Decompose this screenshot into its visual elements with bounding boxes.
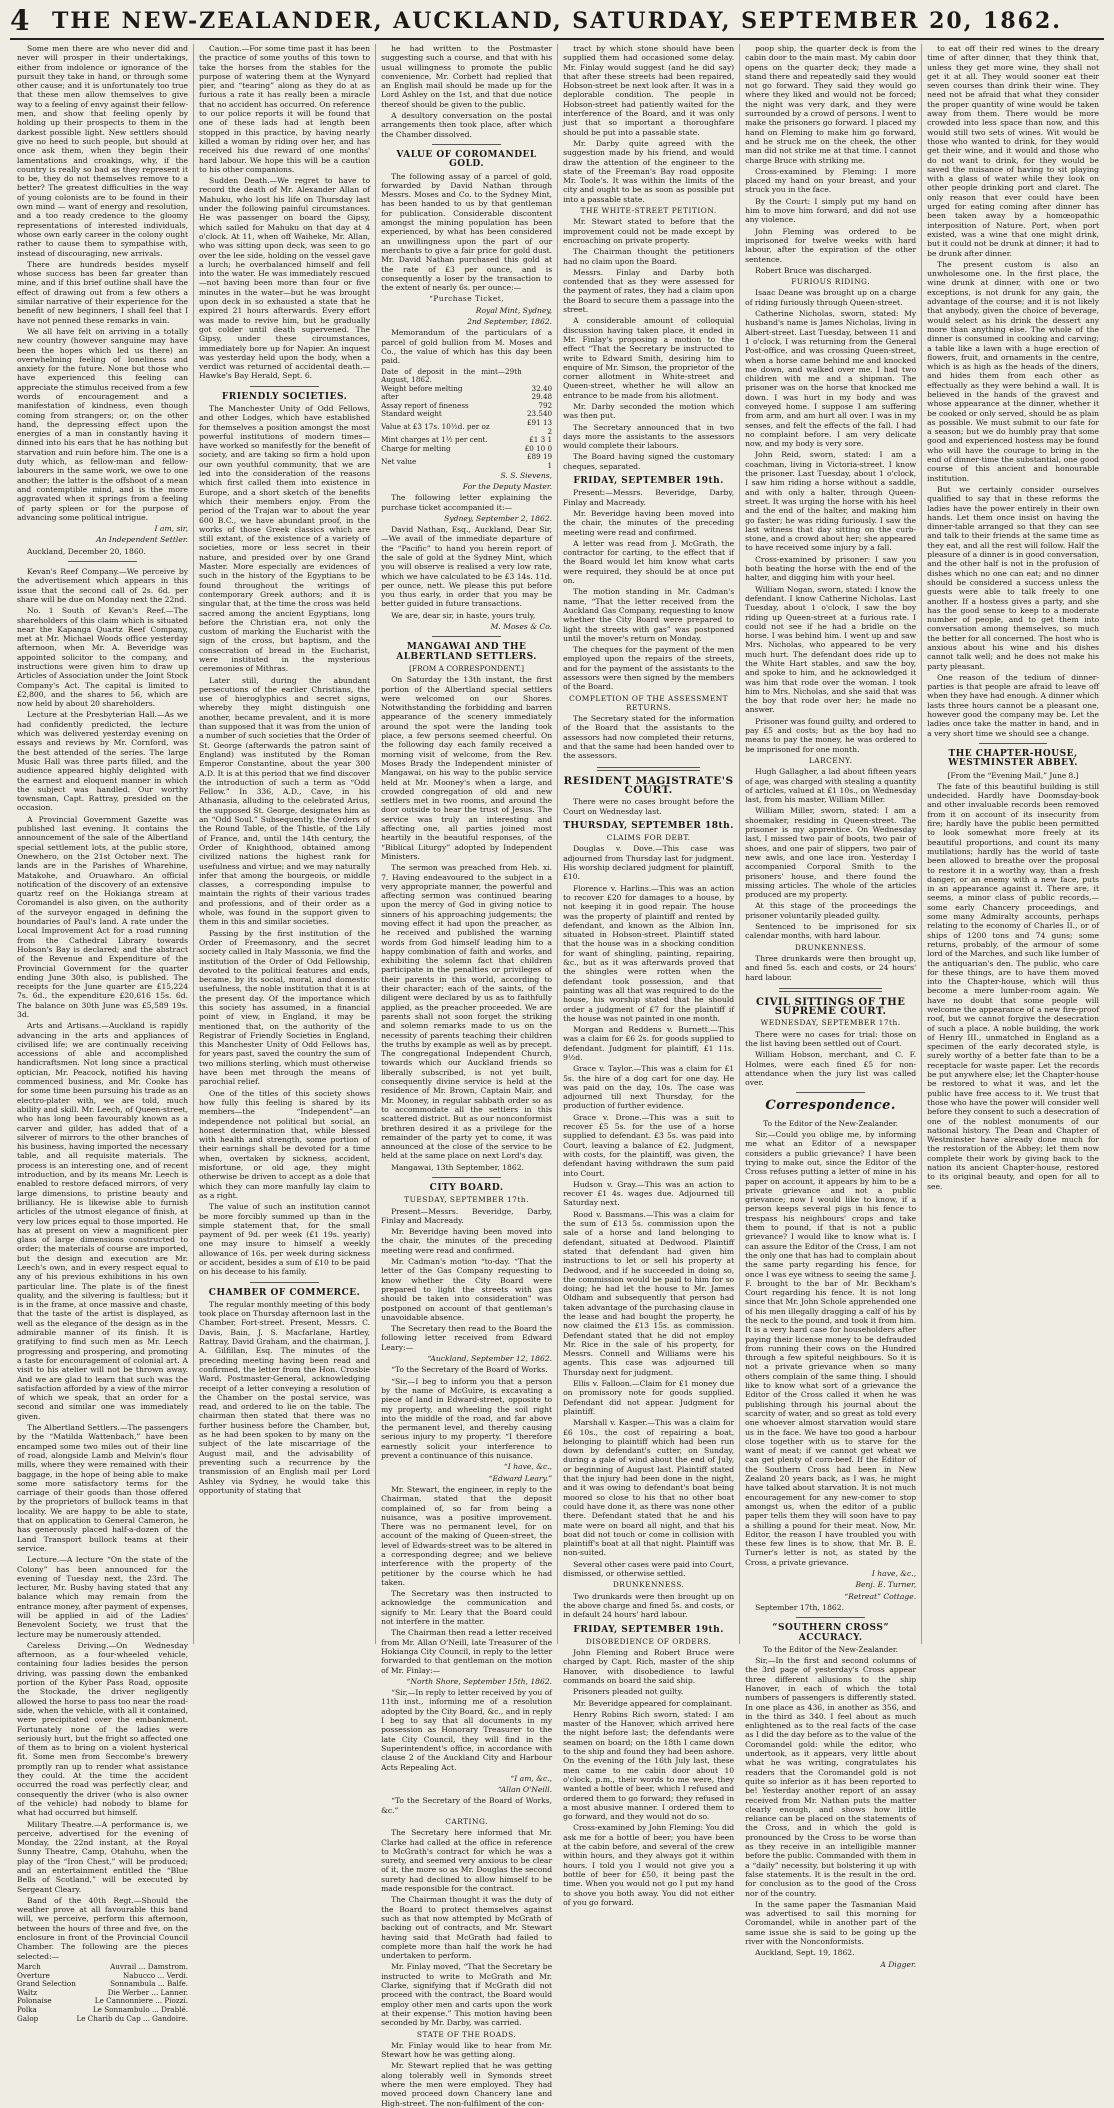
letter-addressee: To the Editor of the New-Zealander.: [763, 1118, 898, 1128]
article-paragraph: Marshall v. Kasper.—This was a claim for £6 10s., the cost of repairing a boat, belonging to plaintiff which had been run down by defendant's cutter, on Sunday, during a gale of wind about the end of July, or beginning of August last. Plaintiff stated that the injury had been done in the night, and it was owing to defendant's boat being moored so close to his that no other boat could have done it, as there was none other there. Defendant stated that he and his mate were on board all night, and that his boat did not touch or come in collision with plaintiff's boat at all that night. Plaintiff was non-suited.: [563, 1418, 735, 1558]
article-paragraph: Mr. Cadman's motion “to-day. “That the letter of the Gas Company requesting to know whether the City Board were prepared to light the streets with gas should be taken into consideration” was postponed on account of that gentleman's unavoidable absence.: [381, 1257, 553, 1322]
article-paragraph: Mr. Beveridge appeared for complainant.: [573, 1698, 733, 1708]
article-paragraph: to eat off their red wines to the dreary time of after dinner, that they think that, unless they get more wine, they shall not get it at all. They would sooner eat their seven courses than drink their wine. They need not be afraid that what they consider the proper quantity of wine would be taken away from them. There would be more crowded into less space than now, and this would still two sets of wines. Wit would be those who wanted to drink, for they would get their wine, and it would and those who do not want to drink, for they would be saved the nuisance of having to sit playing with a glass of water while they look on other people drinking port and claret. The only reason that ever could have been urged for eating coming after dinner has been taken away by a homœopathic interposition of Nature. Port, when port existed, was a wine that one might drink, but it could not be drunk at dinner; it had to be drunk after dinner.: [927, 44, 1100, 258]
subsection-heading: DRUNKENNESS.: [612, 1580, 685, 1590]
article-paragraph: William Miller, sworn, stated: I am a shoemaker, residing in Queen-street. The prisoner is my apprentice. On Wednesday last, I missed two pair of boots, two pair of shoes, and one pair of slippers, two pair of new awls, and one lace iron. Yesterday I accompanied Corporal Smith to the prisoners' house, and there found the missing articles. The whole of the articles produced are my property.: [745, 806, 917, 900]
subsection-heading: THE WHITE-STREET PETITION.: [580, 206, 717, 216]
letter-date: Auckland, December 20, 1860.: [27, 546, 146, 556]
article-paragraph: The fate of this beautiful building is still undecided. Hardly have Doomsday-book and other invaluable records been removed from it on account of its insecurity from fire; hardly have the public been permitted to look somewhat more freely at its beautiful proportions, and count its many mutilations; hardly has the world of taste been allowed to breathe over the proposal to restore it in a worthy way, than a fresh danger, or an enemy with a new face, puts in an appearance against it. There are, it seems, a minor class of public records,—some early Chancery proceedings, and some many Admiralty accounts, perhaps relating to the economy of Charles II., or of ships of 1200 tons and 74 guns; some returns, probably, of the armour of some lord of the Marches, and such like lumber of the antiquarian's den. The public, who care for these things, are to have them moved into the Chapter-house, which will thus become a mere lumber-room again. We have no doubt that some people will welcome the appearance of a new fire-proof roof, but we cannot forgive the desecration of such a place. A noble building, the work of Henry III., unmatched in England as a specimen of the early decorated style, is surely worthy of a better fate than to be a receptacle for waste paper. Let the records be put anywhere else; let the Chapter-house be restored to what it was, and let the public have free access to it. We trust that those who have the power will consider well before they consent to such a desecration of one of the noblest monuments of our national history. The Dean and Chapter of Westminster have already done much for the restoration of the Abbey; let them now complete their work by giving back to the nation its ancient Chapter-house, restored to its original beauty, and open for all to see.: [927, 781, 1100, 1191]
letter-date: Sydney, September 2, 1862.: [444, 513, 553, 523]
article-paragraph: Mr. Beveridge having been moved into the chair, the minutes of the preceding meeting were read and confirmed.: [563, 508, 735, 537]
section-heading: RESIDENT MAGISTRATE'S COURT.: [563, 774, 734, 796]
article-paragraph: Sir,—In the first and second columns of the 3rd page of yesterday's Cross appear three different allusions to the ship Hanover, in each of which the total numbers of passengers is differently stated. In one place as 436, in another as 356, and in the third as 340. I feel about as much enlightened as to the real facts of the case as I did the day before as to the value of the Coromandel gold: while the editor, who undertook, as it appears, very little about what he was writing, congratulates his readers that the Coromandel gold is not quite so inferior as it has been reported to be! Yesterday another report of an assay received from Mr. Nathan puts the matter clearly enough, and shows how little reliance can be placed on the statements of the Cross, and in which the gold is pronounced by the Cross to be worse than as they receive in an intelligible manner before the public. Commanded with them in a “daily” necessity, but bolstering it up with false statements. It is the result in the ord. for conclusion as to the good of the Cross nor of the country.: [745, 1656, 917, 1898]
article-paragraph: There are hundreds besides myself whose success has been far greater than mine, and if this brief outline shall have the effect of drawing out from a few others a similar narrative of their experience for the benefit of new beginners, I shall feel that I have not penned these remarks in vain.: [17, 259, 189, 325]
article-paragraph: Messrs. Finlay and Darby both contended that as they were assessed for the payment of rates, they had a claim upon the Board to secure them a passage into the street.: [563, 267, 735, 315]
article-paragraph: Cross-examined by John Fleming: You did ask me for a bottle of beer; you have been at the cabin before, and several of the crew within hours, and they always got it within hours. I told you I would not give you a bottle of beer for £50, it being past the time. When you would not go I put my hand to shove you both away. You did not either of you go forward.: [563, 1823, 735, 1907]
article-paragraph: Three drunkards were then brought up, and fined 5s. each and costs, or 24 hours' hard labour.: [745, 953, 917, 982]
article-paragraph: Passing by the first institution of the Order of Freemasonry, and the secret society called in Italy Massonia, we find the institution of the Order of Odd Fellowship, devoted to the political features and ends, became, by its social, moral, and domestic usefulness, the noble institution that it is at the present day. Of the importance which this society has assumed, in a financial point of view, in England, it may be mentioned that, on the authority of the Registrar of Friendly Societies in England, this Manchester Unity of Odd Fellows has, for years past, saved the country the sum of two millions sterling, which must otherwise have been met through the means of parochial relief.: [199, 928, 371, 1087]
article-paragraph: Mr. Finlay moved, “That the Secretary be instructed to write to McGrath and Mr. Clarke, signifying that if McGrath did not proceed with the contract, the Board would employ other men and carts upon the work at their expense.” This motion having been seconded by Mr. Darby, was carried.: [381, 1962, 553, 2028]
article-paragraph: At this stage of the proceedings the prisoner voluntarily pleaded guilty.: [745, 901, 917, 920]
table-row: [17, 2015, 188, 2024]
article-paragraph: Mr. Beveridge having been moved into the chair, the minutes of the preceding meeting were read and confirmed.: [381, 1227, 553, 1255]
table-cell: after: [381, 392, 399, 402]
column-1: [12, 44, 194, 2023]
table-cell: Standard weight: [381, 409, 442, 419]
article-paragraph: On Saturday the 13th instant, the first portion of the Albertland special settlers were welcomed on our Shores. Notwithstanding the forbidding and barren appearance of the scenery immediately around the spot were the landing took place, a few persons seemed cheerful. On the following day each family received a morning visit of welcome, from the Rev. Moses Brady the Independent minister of Mangawai, on his way to the public service held at Mr. Mooney's when a large, and crowded congregation of old and new settlers met in two rooms, and around the door outside to hear the trust of Jesus. The service was truly an interesting and affecting one, all parties joined most heartily in the beautiful responses, of the “Biblical Liturgy” adopted by Independent Ministers.: [381, 675, 553, 861]
article-paragraph: The Secretary then read to the Board the following letter received from Edward Leary:—: [381, 1324, 553, 1352]
divider: [250, 1282, 318, 1283]
article-paragraph: William Hobson, merchant, and C. F. Holmes, were each fined £5 for non-attendance when the jury list was called over.: [745, 1050, 917, 1088]
article-paragraph: Robert Bruce was discharged.: [755, 265, 872, 275]
table-cell: [522, 368, 552, 385]
letter-date: September 17th, 1862.: [755, 1602, 844, 1612]
article-paragraph: Florence v. Harlins.—This was an action to recover £20 for damages to a house, by not keeping it in good repair. The house was the property of plaintiff and rented by defendant, and known as the Albion Inn, situated in Hobson-street. Plaintiff stated that the house was in a shocking condition for want of shingling, painting, repairing, &c., but as it was afterwards proved that the shingles were rotten when the defendant took possession, and that painting was all that was required to do the house, his worship stated that he should order a judgment of £7 for the plaintiff if the house was not painted in one month.: [563, 883, 735, 1023]
article-paragraph: Catherine Nicholas, sworn, stated: My husband's name is James Nicholas, living in Albert-street. Last Tuesday, between 11 and 1 o'clock, I was returning from the General Post-office, and was crossing Queen-street, when a horse came behind me and knocked me down, and walked over me. I had two children with me and a shipman. The prisoner was on the horse that knocked me down. I was hurt in my body and was conveyed home. I suppose I am suffering from arm, and am hurt all over. I was in my senses, and felt the effects of the fall. I had no complaint before. I am very delicate now, and my body is very sore.: [745, 309, 917, 449]
subsection-heading: FURIOUS RIDING.: [791, 277, 871, 287]
article-paragraph: The regular monthly meeting of this body took place on Thursday afternoon last in the Chamber, Fort-street. Present, Messrs. C. Davis, Bain, J. S. Macfarlane, Hartley, Rattray, David Graham, and the chairman, J. A. Gilfillan, Esq. The minutes of the preceding meeting having been read and confirmed, the letter from the Hon. Crosbie Ward, Postmaster-General, acknowledging receipt of a letter conveying a resolution of the Chamber on the postal service, was read, and ordered to lie on the table. The chairman then stated that there was no further business before the Chamber, but, as he had been spoken to by many on the subject of the late miscarriage of the August mail, and the advisability of preventing such a recurrence by the transmission of an English mail per Lord Ashley via Sydney, he would take this opportunity of stating that: [199, 1299, 371, 1495]
letter-date: “North Shore, September 15th, 1862.: [406, 1676, 553, 1686]
band-programme-table: [17, 1963, 188, 2023]
table-cell: Nabucco ... Verdi.: [123, 1970, 189, 1980]
table-cell: Net value: [381, 456, 417, 466]
article-paragraph: Ellis v. Falloon.—Claim for £1 money due on promissory note for goods supplied. Defendant did not appear. Judgment for plaintiff.: [563, 1379, 735, 1416]
news-item: Sudden Death.—We regret to have to record the death of Mr. Alexander Allan of Mahuku, who lost his life on Thursday last under the following painful circumstances. He was passenger on board the Gipsy, which sailed for Mahuku on that day at 4 o'clock. At 11, when off Waiheke, Mr. Allan, who was sitting upon deck, was seen to go over the lee side, holding on the vessel gave a lurch; he overbalanced himself and fell into the water. He was immediately rescued—not having been more than four or five minutes in the water—but he was brought upon deck in so exhausted a state that he expired 21 hours afterwards. Every effort was made to revive him, but he gradually got colder until death supervened. The Gipsy, under these circumstances, immediately bore up for Napier. An inquest was yesterday held upon the body, when a verdict was returned of accidental death.—Hawke's Bay Herald, Sept. 6.: [199, 176, 371, 381]
article-paragraph: Isaac Deane was brought up on a charge of riding furiously through Queen-street.: [745, 288, 917, 307]
article-paragraph: The value of such an institution cannot be more forcibly summed up than in the simple statement that, for the small payment of 9d. per week (£1 19s. yearly) one may insure to himself a weekly allowance of 16s. per week during sickness or accident, besides a sum of £10 to be paid on his decease to his family.: [199, 1202, 371, 1277]
article-paragraph: poop ship, the quarter deck is from the cabin door to the main mast. My cabin door opens on the quarter deck; they made a stand there and repeatedly said they would not go forward. They said they would go where they liked and would not be forced; the night was very dark, and they were surrounded by a crowd of persons. I went to make the prisoners go forward. I placed my hand on Fleming to make him go forward, and he struck me on the cheek, the other man did not strike me at that time. I cannot charge Bruce with striking me.: [745, 44, 917, 165]
table-cell: Polka: [17, 2004, 37, 2014]
mint-signature: S. S. Sievens,: [500, 470, 553, 480]
article-paragraph: Mr. Stewart stated to before that the improvement could not be made except by encroaching on private property.: [563, 217, 735, 245]
news-item: A Provincial Government Gazette was published last evening. It contains the announcement of the sale of the Albertland special settlement lots, at the public store, Onewhero, on the 21st October next. The lands are in the Parishes of Wharehine, Matakohe, and Oruawharo. An official notification of the discovery of an extensive quartz reef on the Hokianga stream at Coromandel is also given, on the authority of the surveyor engaged in defining the boundaries of Paul's land. A rate under the Local Improvement Act for a road running from the Cathedral Library towards Hobson's Bay is declared; and the abstract of the Revenue and Expenditure of the Provincial Government for the quarter ending June 30th also, is published. The receipts for the June quarter are £15,224 7s. 6d., the expenditure £20,616 15s. 6d. The balance on 30th June was £5,589 19s. 3d.: [17, 814, 189, 1019]
news-item: Lecture at the Presbyterian Hall.—As we had confidently predicted, the lecture which was delivered yesterday evening on essays and reviews by Mr. Cornford, was the best attended of the series. The large Music Hall was three parts filled, and the audience appeared highly delighted with the earnest and eloquent manner in which the subject was handled. Our worthy townsman, Capt. Rattray, presided on the occasion.: [17, 710, 189, 813]
table-cell: £89 19 1: [526, 452, 553, 471]
table-cell: 23.540: [526, 409, 553, 419]
column-6: [922, 44, 1104, 1644]
letter-addressee: “To the Secretary of the Board of Works, &c.”: [381, 1796, 553, 1815]
letter-signature: “Allan O'Neill.: [497, 1785, 553, 1795]
article-paragraph: Mr. Finlay would like to hear from Mr. Stewart how he was getting along.: [381, 2040, 553, 2060]
article-paragraph: Some men there are who never did and never will prosper in their undertakings, either from indolence or ignorance of the pursuit they take in hand, or through some other cause; and it is unfortunately too true that these men allow themselves to give way to a feeling of envy against their fellow-men, and show that feeling openly by holding up their prospects to them in the darkest possible light. New settlers should give no heed to such people, but should at once ask them, when they begin their lamentations and croakings, why, if the country is really so bad as they represent it to be, they do not themselves remove to a better? The greatest difficulties in the way of young colonists are to be found in their own mind — want of energy and resolution, and a too ready credence to the gloomy representations of interested individuals, whose own early career in the colony ought rather to cause them to sympathise with, instead of discouraging, new arrivals.: [17, 44, 189, 258]
column-4: [558, 44, 740, 1907]
assay-table: [381, 368, 552, 471]
article-paragraph: William Nogan, sworn, stated: I know the defendant. I know Catherine Nicholas. Last Tuesday, about 1 o'clock, I saw the boy riding up Queen-street at a furious rate. I could not see if he had a bridle on the horse. I was behind him. I went up and saw Mrs. Nicholas, who appeared to be very much hurt. The defendant does ride up to the White Hart stables, and saw the boy, and spoke to him, and he acknowledged it was him that rode over the woman. I took him to Mrs. Nicholas, and she said that was the boy that rode over her; he made no answer.: [745, 584, 917, 715]
column-5: [740, 44, 922, 1969]
article-paragraph: The Chairman then read a letter received from Mr. Allan O'Neill, late Treasurer of the Hokianga City Council, in reply to the letter forwarded to that gentleman on the motion of Mr. Finlay:—: [381, 1628, 553, 1675]
article-paragraph: Later still, during the abundant persecutions of the earlier Christians, the use of hieroglyphics and secret signs, whereby they might distinguish one another, became prevalent, and it is more than supposed that it was from the union of a number of such societies that the Order of St. George (afterwards the patron saint of England) was instituted by the Roman Emperor Constantine, about the year 300 A.D. It is at this period that we find discover the introduction of such a term as “Odd Fellow.” In 336, A.D., Cave, in his Athanasia, alluding to the celebrated Arius, the supposed St. George, designates him as an “Odd Soul.” Subsequently, the Orders of the Round Table, of the Thistle, of the Lily of France, and, until the 14th century, the Order of Knighthood, obtained among civilized nations the highest rank for usefulness and virtue; and we may naturally infer that among the bourgeois, or middle classes, a corresponding impulse to maintain the rights of their various trades and professions, and of their order as a whole, was found in the support given to them in this and similar societies.: [199, 675, 371, 927]
section-heading: VALUE OF COROMANDEL GOLD.: [396, 149, 537, 170]
section-heading: MANGAWAI AND THE ALBERTLAND SETTLERS.: [396, 642, 537, 662]
article-paragraph: Douglas v. Dove.—This case was adjourned from Thursday last for judgment. His worship declared judgment for plaintiff, £10.: [563, 844, 735, 882]
article-paragraph: Mr. Stewart replied that he was getting along tolerably well in Symonds street where the men were employed. They had moved proceed down Chancery lane and High-street. The non-fulfilment of the con-: [381, 2061, 553, 2108]
table-row: [381, 385, 552, 394]
masthead-rule: [10, 38, 1104, 40]
divider: [250, 386, 318, 387]
article-paragraph: John Fleming was ordered to be imprisoned for twelve weeks with hard labour, after the expiration of the other sentence.: [745, 226, 917, 264]
section-subheading: [From the “Evening Mail,” June 8.]: [947, 770, 1079, 780]
subsection-heading: COMPLETION OF THE ASSESSMENT RETURNS.: [569, 693, 729, 712]
column-3: [376, 44, 558, 2108]
table-cell: 29.48: [531, 392, 553, 402]
table-cell: Sonnambula ... Balfe.: [110, 1979, 189, 1989]
subsection-heading: CARTING.: [445, 1817, 488, 1826]
table-cell: Assay report of fineness: [381, 400, 469, 410]
article-paragraph: “Sir,—In reply to letter received by you of 11th inst., informing me of a resolution adopted by the City Board, &c., and in reply I beg to say that all documents in my possession as Honorary Treasurer to the late City Council, they will find in the Superintendent's office, in accordance with clause 2 of the Auckland City and Harbour Acts Repealing Act.: [381, 1688, 553, 1772]
letter-date: “Auckland, September 12, 1862.: [427, 1354, 553, 1364]
section-date-heading: FRIDAY, SEPTEMBER 19th.: [573, 476, 724, 487]
news-item: Arts and Artisans.—Auckland is rapidly advancing in the arts and appliances of civilised life; we are continually receiving accessions of able and accomplished handicraftsmen. Not long since a practical optician, Mr. Peacock, notified his having commenced business, and Mr. Cooke has for some time been pursuing his trade as an electro-plater with, we are told, much ability and skill. Mr. Leech, of Queen-street, who has long been favourably known as a carver and gilder, has added that of a silverer of mirrors to the other branches of his business, having imported the necessary table, and all requisite materials. The process is an interesting one, and of recent introduction, and by its means Mr. Leech is enabled to restore defaced mirrors, of very large dimensions, to pristine beauty and brilliancy. He is likewise able to furnish articles of the utmost elegance of finish, at very low prices equal to those imported. He has at present on view a magnificent pier glass of large dimensions constructed to order; the materials of course are imported, but the design and execution are Mr. Leech's own, and in every respect equal to any of his previous exhibitions in his own particular line. The plate is of the finest quality, and the silvering is faultless; but it is in the frame, at once massive and chaste, that the taste of the artist is displayed, as well as the elegance of the design as in the admirable manner of its finish. It is gratifying to find such men as Mr. Leech progressing and prospering, and promoting a taste for encouragement of colonial art. A visit to his atelier will not be thrown away. And we are glad to learn that such was the satisfaction afforded by a view of the mirror of which we speak, that an order for a second and similar one was immediately given.: [17, 1021, 189, 1421]
table-cell: Die Werber ... Lanner.: [107, 1987, 189, 1997]
section-heading: CIVIL SITTINGS OF THE SUPREME COURT.: [755, 996, 906, 1018]
letter-close: I am, sir,: [154, 524, 189, 534]
article-paragraph: The present custom is also an unwholesome one. In the first place, the wine drunk at dinner, with one or two exceptions, is not drunk for any gain, the advantage of the course; and it is not likely that anybody, given the choice of beverage, would select as his drink the dessert any more than anything else. The whole of the dinner is consumed in cooking and carving; a table like a lawn with a huge erection of flowers, fruit, and ornaments in the centre, which is as high as the heads of the diners, and hides them from each other as effectually as they were behind a wall. It is believed in the hands of the gravest and whose appearance at the dinner, whether it be cooked or only served, should be as plain as possible. We must submit to our fate for a season; but we do humbly pray that some good and experienced hostess may be found who will have the courage to bring in the end of dinner-time the substantial, one good course of this ancient and honourable institution.: [927, 259, 1100, 483]
article-paragraph: Mr. Darby seconded the motion which was then put.: [563, 401, 735, 421]
table-cell: Waltz: [17, 1987, 38, 1997]
article-dateline: Mangawai, 13th September, 1862.: [391, 1162, 524, 1172]
letter-signature: A Digger.: [880, 1959, 917, 1969]
divider: [432, 1177, 500, 1178]
table-cell: 32.40: [531, 383, 553, 393]
news-item: Careless Driving.—On Wednesday afternoon, as a four-wheeled vehicle, containing four ladies besides the person driving, was passing down the embanked portion of the Kyber Pass Road, opposite the Stockade, the driver negligently allowed the horse to pass too near the road-side, when the vehicle, with all it contained, were precipitated over the embankment. Fortunately none of the ladies were seriously hurt, but the fright so affected one of them as to bring on a violent hysterical fit. Some men from Seccombe's brewery promptly ran up to render what assistance they could. At the time the accident occurred the road was perfectly clear, and consequently the driver (who is also owner of the vehicle) had nobody to blame for what had occurred but himself.: [17, 1640, 189, 1818]
article-paragraph: David Nathan, Esq., Auckland, Dear Sir,—We avail of the immediate departure of the “Pacific” to hand you herein report of the sale of gold at the Sydney Mint, which you will observe is realised a very low rate, which we have calculated to be £3 14s. 11d. per ounce, nett. We please this put before you thus early, in order that you may be better guided in future transactions.: [381, 525, 553, 609]
newspaper-title: THE NEW-ZEALANDER, AUCKLAND, SATURDAY, SEPTEMBER 20, 1862.: [52, 8, 1062, 34]
divider: [68, 561, 136, 562]
mint-date: 2nd September, 1862.: [467, 317, 553, 327]
letter-addressee: “To the Secretary of the Board of Works.: [391, 1365, 548, 1375]
table-cell: Auvrail ... Damstrom.: [110, 1961, 189, 1971]
table-cell: Grand Selection: [17, 1979, 76, 1989]
article-paragraph: The following assay of a parcel of gold, forwarded by David Nathan through Messrs. Moses and Co. to the Sydney Mint, has been handed to us by that gentleman for publication. Considerable discontent amongst the mining population has been experienced, by what has been considered an unwillingness upon the part of our merchants to give a fair price for gold dust. Mr. David Nathan purchased this gold at the rate of £3 per ounce, and is consequently a loser by the transaction to the extent of nearly 6s. per ounce:—: [381, 171, 553, 293]
article-paragraph: Morgan and Reddens v. Burnett.—This was a claim for £6 2s. for goods supplied to defendant. Judgment for plaintiff, £1 11s. 9½d.: [563, 1025, 735, 1062]
article-paragraph: One of the titles of this society shows how fully this feeling is shared by its members—the “Independent”—an independence not political but social, an honest determination that, while blessed with health and strength, some portion of their earnings shall be devoted for a time when, overtaken by sickness, accident, misfortune, or old age, they might otherwise be driven to accept as a dole that which they can more manfully lay claim to as a right.: [199, 1088, 371, 1200]
article-paragraph: The Secretary was then instructed to acknowledge the communication and signify to Mr. Leary that the Board could not interfere in the matter.: [381, 1589, 553, 1627]
news-item: Caution.—For some time past it has been the practice of some youths of this town to take the horses from the stables for the purpose of watering them at the Wynyard pier, and “tearing” along as they do at as furious a rate it has really been a miracle that no accident has occurred. On reference to our police reports it will be found that one of these lads had at length been stopped in this practice, by having nearly killed a woman by riding over her, and has received his due reward of one months' hard labour. We hope this will be a caution to his other companions.: [199, 44, 371, 174]
article-paragraph: The Manchester Unity of Odd Fellows, and other Lodges, which have established for themselves a position amongst the most powerful institutions of modern times—have worked so manifestly for the benefit of society, and are taking so firm a hold upon our own youthful community, that we are led into the consideration of the reasons which first called them into existence in Europe, and a short sketch of the benefits which their members enjoy. From the period of the Trajan war to about the year 600 B.C., we have abundant proof, in the works of those Greek classics which are still extant, of the existence of a variety of societies, more or less secret in their nature, and presided over by one Grand Master. More especially are evidences of such in the history of the Egyptians to be found throughout the writings of contemporary Greek authors; and it is singular that, at the time the cross was held sacred among the ancient Egyptians, long before the Christian era, not only the custom of marking the Eucharist with the sign of the cross, but baptism, and the consecration of bread in the Eucharist, were instituted in the mysterious ceremonies of Mithras.: [199, 403, 371, 674]
section-heading: FRIENDLY SOCIETIES.: [221, 391, 348, 402]
article-paragraph: he had written to the Postmaster suggesting such a course, and that with his usual willingness to promote the public convenience, Mr. Corbett had replied that an English mail should be made up for the Lord Ashley on the 1st, and that due notice thereof should be given to the public.: [381, 44, 553, 109]
subsection-heading: STATE OF THE ROADS.: [416, 2029, 517, 2039]
table-cell: Date of deposit in the mint—29th August, 1862.: [381, 366, 522, 385]
table-cell: Charge for melting: [381, 443, 451, 453]
article-paragraph: The Secretary stated for the information of the Board that the assistants to the assessors had now completed their returns, and that the same had been handed over to the assessors.: [563, 714, 735, 761]
letter-signature: M. Moses & Co.: [490, 622, 553, 632]
article-paragraph: John Reid, sworn, stated: I am a coachman, living in Victoria-street. I know the prisoner. Last Tuesday, about 1 o'clock, I saw him riding a horse without a saddle, and with only a halter, through Queen-street. It was urging the horse with his heel and the end of the halter, and making him go faster; he was riding furiously. I saw the last witness that day sitting on the curb-stone, and a crowd about her; she appeared to have received some injury by a fall.: [745, 450, 917, 553]
table-row: [381, 453, 552, 470]
subsection-heading: LARCENY.: [808, 755, 853, 765]
article-paragraph: The sermon was preached from Heb. xi. 7. Having endeavoured to the subject in a very appropriate manner, the powerful and affecting sermon was continued bearing upon the mercy of God in giving notice to sinners of his approaching judgements; the moving effect it had upon the preacher, as he received and published the warning words from God himself leading him to a happy combination of faith and works, and exhibiting the solemn fact that children participate in the penalties or privileges of their parents in this world, according to their character; each of the saints, of the diligent were declared by us as to faithfully applied, as the preacher proceeded. We are parents shall not soon forget the striking and solemn remarks made to us on the necessity of parents teaching their children the truths by example as well as by precept. The congregational Independent Church, towards which our Auckland friends so liberally subscribed, is not yet built, consequently divine service is held at the residence of Mr. Brown, Captain Mair, and Mr. Mooney, in regular sabbath order so as to accommodate all the settlers in this scattered district. But as our nonconformist brethren desired it as a privilege for the remainder of the party yet to come, it was announced at the close of the service to be held at the same place on next Lord's day.: [381, 863, 553, 1161]
masthead: [0, 0, 1114, 40]
section-subheading: [FROM A CORRESPONDENT.]: [409, 663, 525, 673]
article-paragraph: Mr. Darby quite agreed with the suggestion made by his friend, and would draw the attention of the engineer to the state of the Freeman's Bay road opposite Mr. Toole's. It was within the limits of the city and ought to be as soon as possible put into a passable state.: [563, 138, 735, 204]
page-number: 4: [10, 4, 30, 37]
article-paragraph: Rood v. Bassmans.—This was a claim for the sum of £13 5s. commission upon the sale of a horse and land belonging to defendant, situated at Dedwood. Plaintiff stated that defendant had given him instructions to let or sell his property at Dedwood, and if he succeeded in doing so, the commission would be paid to him for so doing; he had let the house to Mr. James Oldham and subsequently that person had taken advantage of the purchasing clause in the lease and had bought the property, he now claimed the £13 15s. as commission. Defendant stated that he did not employ Mr. Rice in the sale of his property, for Messrs. Connell and Williams were his agents. This case was adjourned till Thursday next for judgment.: [563, 1209, 735, 1377]
letter-close: I have, &c.,: [871, 1569, 917, 1579]
table-row: [381, 419, 552, 436]
article-paragraph: One reason of the tedium of dinner-parties is that people are afraid to leave off when they have had enough. A dinner which lasts three hours cannot be a pleasant one, however good the company may be. Let the ladies once take the matter in hand, and in a very short time we should see a change.: [927, 672, 1100, 738]
article-paragraph: Hugh Gallagher, a lad about fifteen years of age, was charged with stealing a quantity of articles, valued at £1 10s., on Wednesday last, from his master, William Miller.: [745, 767, 917, 805]
article-paragraph: Several other cases were paid into Court, dismissed, or otherwise settled.: [563, 1559, 735, 1579]
letter-signature: An Independent Settler.: [96, 535, 189, 545]
column-2: [194, 44, 376, 1644]
article-paragraph: The following letter explaining the purchase ticket accompanied it:—: [381, 493, 553, 512]
news-item: No. 1 South of Kevan's Reef.—The shareholders of this claim which is situated near the Kapanga Quartz Reef Company, met at Mr. Michael Woods office yesterday afternoon, when Mr. A. Beveridge was appointed solicitor to the company, and instructions were given him to draw up Articles of Association under the Joint Stock Company's Act. The capital is limited to £2,800, and the shares to 56, which are now held by about 20 shareholders.: [17, 606, 189, 709]
table-cell: 792: [538, 400, 553, 410]
news-item: Military Theatre.—A performance is, we perceive, advertised for the evening of Monday, the 22nd instant, at the Royal Sunny Theatre, Camp, Otahuhu, when the play of the “Iron Chest,” will be produced; and an entertainment entitled the “Blue Bells of Scotland,” will be executed by Sergeant Cleary.: [17, 1819, 189, 1894]
article-paragraph: There were no cases brought before the Court on Wednesday last.: [563, 797, 735, 816]
mint-signature-title: For the Deputy Master.: [462, 481, 553, 491]
section-heading: Correspondence.: [765, 1098, 896, 1114]
letter-close: We are, dear sir, in haste, yours truly,: [391, 610, 536, 620]
mint-name: Royal Mint, Sydney,: [475, 305, 553, 315]
section-heading: CHAMBER OF COMMERCE.: [208, 1287, 361, 1298]
article-paragraph: But we certainly consider ourselves qualified to say that in these reforms the ladies have the power entirely in their own hands. Let them once insist on having the dinner-table arranged so that they can see and talk to their friends at the same time as they eat, and all the rest will follow. Half the pleasure of a dinner is in good conversation, and the other half is not in the profusion of dishes which no one can eat; and no dinner should be considered a success unless the guests were able to talk freely to one another. If a hostess gives a party, and she has the good sense to keep to a moderate number of people, and to get them into conversation among themselves, so much the better for all concerned. The host who is anxious about his wine and his dishes cannot talk well; and he does not make his party pleasant.: [927, 484, 1100, 671]
article-paragraph: A letter was read from J. McGrath, the contractor for carting, to the effect that if the Board would let him know what carts were required, they should be at once put on.: [563, 538, 735, 586]
section-date-heading: FRIDAY, SEPTEMBER 19th.: [573, 1624, 724, 1635]
letter-signature: “Edward Leary.”: [488, 1473, 553, 1483]
double-divider: [779, 988, 882, 992]
article-paragraph: Grace v. Drone.—This was a suit to recover £5 5s. for the use of a horse supplied to defendant. £3 5s. was paid into Court, leaving a balance of £2. Judgment, with costs, for the plaintiff, was given, the defendant having withdrawn the sum paid into Court.: [563, 1112, 735, 1178]
table-cell: Galop: [17, 2013, 39, 2023]
section-heading: CITY BOARD.: [429, 1183, 504, 1193]
article-paragraph: John Fleming and Robert Bruce were charged by Capt. Rich, master of the ship Hanover, with disobedience to lawful commands on board the said ship.: [563, 1648, 735, 1685]
letter-close: “I am, &c.,: [510, 1773, 553, 1783]
table-cell: Polonaise: [17, 1996, 52, 2006]
divider: [432, 636, 500, 637]
letter-close: “I have, &c.,: [503, 1462, 553, 1472]
table-cell: March: [17, 1961, 41, 1971]
divider: [432, 144, 500, 145]
article-paragraph: Cross-examined by Fleming: I more placed my hand on your breast, and your struck you in the face.: [745, 166, 917, 195]
table-cell: Weight before melting: [381, 383, 463, 393]
article-paragraph: The Chairman thought the petitioners had no claim upon the Board.: [563, 247, 735, 266]
article-paragraph: Hudson v. Gray.—This was an action to recover £1 4s. wages due. Adjourned till Saturday next.: [563, 1179, 735, 1208]
double-divider: [597, 767, 700, 771]
article-paragraph: The cheques for the payment of the men employed upon the repairs of the streets, and for the payment of the assistants to the assessors were then signed by the members of the Board.: [563, 645, 735, 692]
section-date: TUESDAY, SEPTEMBER 17th.: [404, 1195, 529, 1205]
article-paragraph: “Sir,—I beg to inform you that a person by the name of McGuire, is excavating a piece of land in Edward-street, opposite to my property, and wheeling the soil right into the middle of the road, and far above the permanent level, and thereby causing serious injury to my property. “I therefore earnestly solicit your interference to prevent a continuance of this nuisance.: [381, 1376, 553, 1461]
article-paragraph: Mr. Stewart, the engineer, in reply to the Chairman, stated that the deposit complained of, so far from being a nuisance, was a positive improvement. There was no permanent level, for on account of the making of Queen-street, the level of Edwards-street was to be altered in a corresponding degree; and we believe interference with the property of the petitioner by the course which he had taken.: [381, 1484, 553, 1587]
table-cell: £1 3 1: [529, 435, 553, 445]
letter-addressee: To the Editor of the New-Zealander.: [763, 1644, 898, 1654]
article-paragraph: The Board having signed the customary cheques, separated.: [563, 452, 735, 471]
article-paragraph: tract by which stone should have been supplied them had occasioned some delay. Mr. Finlay would suggest (and he did say) that after these streets had been repaired, Hobson-street be next look after. It was in a deplorable condition. The people in Hobson-street had patiently waited for the interference of the Board, and it was only just that so important a thoroughfare should be put into a passable state.: [563, 44, 735, 137]
table-cell: Le Sonnambulo ... Drablé.: [92, 2004, 189, 2014]
article-paragraph: Prisoners pleaded not guilty.: [573, 1687, 684, 1697]
subsection-heading: DISOBEDIENCE OF ORDERS.: [585, 1636, 712, 1646]
article-paragraph: Present—Messrs. Beveridge, Darby, Finlay and Macready.: [381, 1206, 553, 1225]
section-heading: “SOUTHERN CROSS” ACCURACY.: [772, 1623, 889, 1643]
article-paragraph: Two drunkards were then brought up on the above charge and fined 5s. and costs, or in default 24 hours' hard labour.: [563, 1591, 735, 1620]
article-paragraph: Cross-examined by prisoner: I saw you both beating the horse with the end of the halter, and digging him with your heel.: [745, 554, 917, 583]
article-paragraph: Sir,—Could you oblige me, by informing me what an Editor of a newspaper considers a public grievance? I have been trying to make out, since the Editor of the Cross refuses putting a letter of mine in his paper on account, it appears by him to be a private grievance and not a public grievance; now I would like to know, if a person keeps several pigs in his fence to trespass his neighbours' crops and take them to pound, if that is not a public grievance? I would like to know what is. I can assure the Editor of the Cross, I am not the only one that has had to complain about the same party regarding his fence, for once I was eye witness to seeing the same J. F. brought to the bar of Mr. Beckham's Court regarding his fence. It is not long since that Mr. John Schole apprehended one of his men illegally dragging a calf of his by the neck to the pound, and took it from him. It is a very hard case for householders after paying their license money to be defrauded from running their cows on the Hundred through a few spiteful neighbours. So it is not a private grievance when so many others complain of the same thing. I should like to know what sort of a grievance the Editor of the Cross called it when he was publishing through his journal about the scarcity of water, and so great as told every one whoever almost starvation would stare us in the face. We have too good a harbour close together with us to starve for the want of meat; if we cannot get wheat we can get plenty of corn-beef. If the Editor of the Southern Cross had been in New Zealand 20 years back, as I was, he might have talked about starvation. It is not much encouragement for any new-comer to stop amongst us, when the editor of a public paper tells them they will soon have to pay a shilling a pound for their meat. Now, Mr. Editor, the reason I have troubled you with these few lines is to show, that Mr. B. E. Turner's letter is not, as stated by the Cross, a private grievance.: [745, 1130, 917, 1567]
news-item: Band of the 40th Regt.—Should the weather prove at all favourable this band will, we perceive, perform this afternoon, between the hours of three and five, on the enclosure in front of the Provincial Council Chamber. The following are the pieces selected:—: [17, 1895, 189, 1961]
table-cell: Le Charib du Cap ... Gandoire.: [76, 2013, 189, 2023]
letter-signature: Benj. E. Turner,: [855, 1580, 917, 1590]
ticket-title: “Purchase Ticket,: [429, 294, 505, 304]
columns: [12, 44, 1104, 2108]
article-paragraph: Sentenced to be imprisoned for six calendar months, with hard labour.: [745, 922, 917, 941]
article-paragraph: Prisoner was found guilty, and ordered to pay £5 and costs; but as the boy had no means to pay the money, he was ordered to be imprisoned for one month.: [745, 716, 917, 754]
article-paragraph: Grace v. Taylor.—This was a claim for £1 5s. the hire of a dog cart for one day. He was paid on the day, 10s. The case was adjourned till next Thursday, for the production of further evidence.: [563, 1064, 735, 1111]
news-item: Lecture.—A lecture “On the state of the Colony” has been announced for the evening of Tuesday next, the 23rd. The lecturer, Mr. Busby having stated that any balance which may remain from the entrance money, after payment of expenses, will be applied in aid of the Ladies' Benevolent Society, we trust that the lecture may be numerously attended.: [17, 1555, 189, 1639]
section-date-heading: THURSDAY, SEPTEMBER 18th.: [563, 820, 734, 831]
article-paragraph: By the Court: I simply put my hand on him to move him forward, and did not use any violence.: [745, 196, 917, 225]
article-paragraph: In the same paper the Tasmanian Maid was advertised to sail this morning for Coromandel, while in another part of the same issue she is said to be going up the river with the Nonconformists.: [745, 1899, 917, 1946]
subsection-heading: DRUNKENNESS.: [794, 942, 867, 952]
divider: [796, 1092, 864, 1093]
article-paragraph: A considerable amount of colloquial discussion having taken place, it ended in Mr. Finlay's proposing a motion to the effect “That the Secretary be instructed to write to Edward Smith, desiring him to enquire of Mr. Simson, the proprietor of the corner allotment in White-street and Queen-street, whether he will allow an entrance to be made from his allotment.: [563, 316, 735, 400]
table-cell: £0 10 0: [524, 443, 553, 453]
table-cell: Overture: [17, 1970, 50, 1980]
letter-date: Auckland, Sept. 19, 1862.: [755, 1948, 855, 1958]
article-paragraph: The Secretary announced that in two days more the assistants to the assessors would complete their labours.: [563, 422, 735, 451]
news-item: The Albertland Settlers.—The passengers by the “Matilda Wattenbach,” have been encamped some two miles out of their line of road, alongside Lamb and Melvin's flour mills, where they were remained with their baggage, in the hope of being able to make some more satisfactory terms for the carriage of their goods than those offered by the proprietors of bullock teams in that locality. We are happy to be able to state, that on application to General Cameron, he has generously placed half-a-dozen of the Land Transport bullock teams at their service.: [17, 1423, 189, 1553]
divider: [796, 1617, 864, 1618]
article-paragraph: Henry Robins Rich sworn, stated: I am master of the Hanover, which arrived here the night before last; the defendants were seamen on board; on the 18th I came down to the ship and found they had been ashore. On the evening of the 16th July last, these men came to me cabin door about 10 o'clock, p.m., their words to me were, they wanted a bottle of beer, which I refused and ordered them to go forward; they refused in a most abusive manner. I ordered them to go forward, and they would not do so.: [563, 1709, 735, 1822]
article-paragraph: The Chairman thought it was the duty of the Board to protect themselves against such as that now attempted by McGrath of backing out of contracts, and Mr. Stewart having said that McGrath had failed to complete more than half the work he had undertaken to perform.: [381, 1895, 553, 1961]
section-date: WEDNESDAY, SEPTEMBER 17th.: [760, 1018, 901, 1028]
article-paragraph: Present:—Messrs. Beveridge, Darby, Finlay and Macready.: [563, 488, 735, 507]
letter-signature-address: “Retreat” Cottage.: [844, 1591, 917, 1601]
table-cell: £91 13 2: [526, 418, 553, 436]
article-paragraph: Memorandum of the particulars of a parcel of gold bullion from M. Moses and Co., the value of which has this day been paid.: [381, 328, 553, 366]
table-row: [381, 368, 552, 385]
table-cell: Value at £3 17s. 10½d. per oz: [381, 422, 490, 432]
news-item: Kevan's Reef Company.—We perceive by the advertisement which appears in this issue that the second call of 2s. 6d. per share will be due on Monday next the 22nd.: [17, 567, 189, 604]
divider: [979, 743, 1048, 744]
article-paragraph: We all have felt on arriving in a totally new country (however sanguine may have been the hopes which led us there) an overwhelming feeling of loneliness and anxiety for the future. None but those who have experienced this feeling can appreciate the stimulus received from a few words of encouragement and a manifestation of kindness, even though coming from strangers; or, on the other hand, the depressing effect upon the energies of a man in constantly having it dinned into his ears that he has nothing but starvation and ruin before him. The one is a duty which, as fellow-man and fellow-labourers in the same work, we owe to one another; the latter is the offshoot of a mean and contemptible mind, and is the more aggravated when it springs from a feeling of party spleen or for the purpose of advancing some political intrigue.: [17, 326, 189, 522]
article-paragraph: The Secretary here informed that Mr. Clarke had called at the office in reference to McGrath's contract for which he was a surety, and seemed very anxious to be clear of it, the more so as Mr. Douglas the second surety had declined to allow himself to be made responsible for the contract.: [381, 1828, 553, 1894]
table-cell: Le Cannonniere ... Piozzi.: [94, 1996, 189, 2006]
article-paragraph: A desultory conversation on the postal arrangements then took place, after which the Chamber dissolved.: [381, 111, 553, 139]
subsection-heading: CLAIMS FOR DEBT.: [606, 833, 691, 843]
section-heading: THE CHAPTER-HOUSE, WESTMINSTER ABBEY.: [948, 748, 1078, 769]
article-paragraph: There were no cases for trial: those on the list having been settled out of Court.: [745, 1029, 917, 1048]
article-paragraph: The motion standing in Mr. Cadman's name, “That the letter received from the Auckland Gas Company, requesting to know whether the City Board were prepared to light the streets with gas” was postponed until the mover's return on Monday.: [563, 587, 735, 643]
table-cell: Mint charges at 1½ per cent.: [381, 435, 488, 445]
